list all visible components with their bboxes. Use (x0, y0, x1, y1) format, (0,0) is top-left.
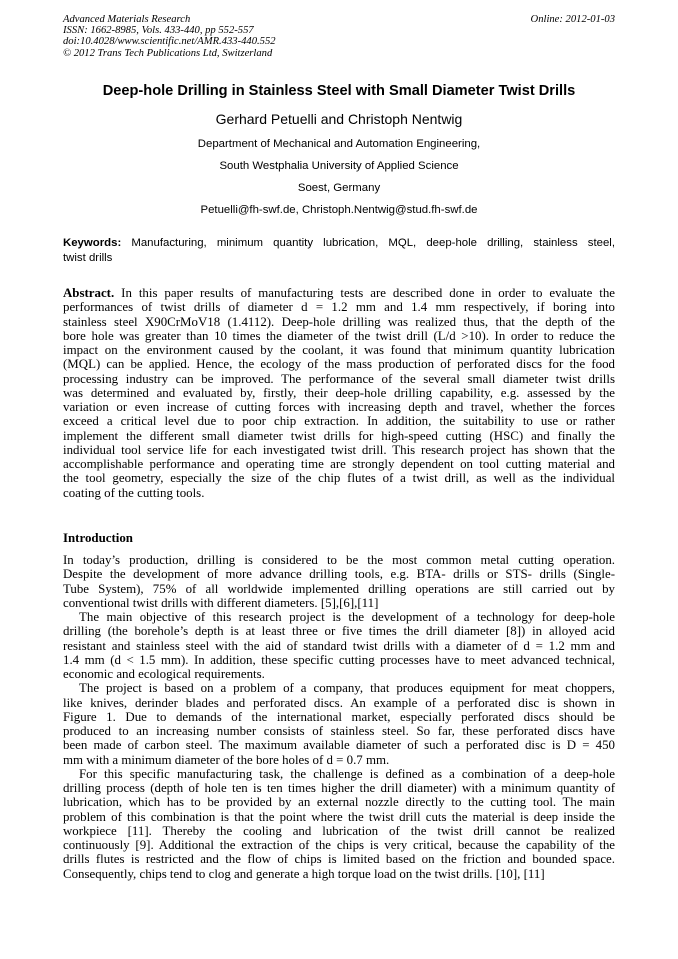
text-line: produced to an increasing number consists of stainless steel. So far, these perforated discs have (63, 724, 615, 738)
issn-line: ISSN: 1662-8985, Vols. 433-440, pp 552-557 (63, 25, 254, 37)
abstract-line: coating of the cutting tools. (63, 485, 205, 500)
section-heading-introduction: Introduction (63, 531, 133, 545)
abstract-label: Abstract. (63, 286, 115, 300)
keywords-line: twist drills (63, 251, 113, 264)
keywords-text: Manufacturing, minimum quantity lubrication, MQL, deep-hole drilling, stainless steel, (121, 237, 615, 249)
text-line: conventional twist drills with different diameters. [5],[6],[11] (63, 595, 379, 610)
copyright-line: © 2012 Trans Tech Publications Ltd, Switzerland (63, 47, 273, 59)
text-line: The project is based on a problem of a company, that produces equipment for meat choppers, (79, 681, 615, 696)
text-line: been made of carbon steel. The maximum available diameter of such a perforated disc is D = 450 (63, 738, 615, 753)
author-emails: Petuelli@fh-swf.de, Christoph.Nentwig@stud.fh-swf.de (200, 204, 478, 216)
journal-name: Advanced Materials Research (63, 14, 191, 25)
text-line: continuously [9]. Additional the extraction of the chips is very critical, because the capability of the (63, 838, 615, 852)
keywords-line (63, 236, 615, 251)
abstract (63, 286, 615, 500)
text-line: Figure 1. Due to demands of the international market, especially perforated discs should be (63, 709, 615, 724)
abstract-line: performances of twist drills of diameter d = 1.2 mm and 1.4 mm respectively, if boring into (63, 300, 615, 315)
keywords (63, 236, 615, 265)
text-line: drills flutes is restricted and the flow of chips is limited based on the friction and bounded space. (63, 852, 615, 867)
paragraph (63, 681, 615, 767)
text-line: economic and ecological requirements. (63, 667, 265, 681)
paragraph (63, 610, 615, 681)
affiliation-department: Department of Mechanical and Automation Engineering, (197, 138, 481, 150)
paragraph (63, 553, 615, 610)
text-line: mm with a minimum diameter of the bore holes of d = 0.7 mm. (63, 752, 390, 767)
affiliation-location: Soest, Germany (297, 182, 381, 194)
text-line: drilling process (depth of hole ten is ten times higher the drill diameter) with a minimum quantity of (63, 781, 615, 795)
text-line: Tube System), 75% of all worldwide implemented drilling operations are still carried out by (63, 581, 615, 596)
text-line: 1.4 mm (d < 1.5 mm). In addition, these specific cutting processes have to meet advanced technical, (63, 652, 615, 667)
abstract-line: processing industry can be improved. The performance of the several small diameter twist drills (63, 371, 615, 386)
abstract-line: accomplishable performance and operating time are strongly dependent on tool cutting material and (63, 457, 615, 471)
paper-title: Deep-hole Drilling in Stainless Steel with Small Diameter Twist Drills (102, 83, 576, 99)
text-line: Despite the development of more advance drilling tools, e.g. BTA- drills or STS- drills (Single- (63, 567, 615, 582)
doi-line: doi:10.4028/www.scientific.net/AMR.433-440.552 (63, 36, 276, 48)
affiliation-university: South Westphalia University of Applied Science (219, 160, 459, 172)
text-line: The main objective of this research project is the development of a technology for deep-hole (79, 610, 615, 624)
text-line: workpiece [11]. Thereby the cooling and lubrication of the twist drill cannot be realized (63, 823, 615, 838)
text-line: drilling (the borehole’s depth is at least three or five times the drill diameter [8]) in alloyed acid (63, 624, 615, 639)
abstract-line (63, 286, 615, 300)
abstract-line: stainless steel X90CrMoV18 (1.4112). Deep-hole drilling was realized thus, that the depth of the (63, 314, 615, 329)
paragraph (63, 767, 615, 881)
abstract-line: individual tool service life for each investigated twist drill. This research project has shown that the (63, 442, 615, 457)
abstract-line: bore hole was greater than 10 times the diameter of the twist drill (L/d >10). In order to reduce the (63, 328, 615, 343)
text-line: like knives, derinder blades and perforated discs. An example of a perforated disc is shown in (63, 695, 615, 710)
abstract-text: In this paper results of manufacturing tests are described done in order to evaluate the (114, 286, 615, 300)
text-line: lubrication, which has to be provided by an external nozzle directly to the cutting tool. The main (63, 795, 615, 810)
text-line: resistant and stainless steel with the aid of standard twist drills with a diameter of d = 1.2 mm and (63, 638, 615, 653)
text-line: For this specific manufacturing task, the challenge is defined as a combination of a deep-hole (79, 766, 615, 781)
text-line: Consequently, chips tend to clog and generate a high torque load on the twist drills. [10], [11] (63, 866, 545, 881)
abstract-line: the tool geometry, especially the size of the chip flutes of a twist drill, as well as the individual (63, 471, 615, 486)
abstract-line: was determined and evaluated by, firstly, their deep-hole drilling capability, e.g. assessed by the (63, 385, 615, 400)
text-line: In today’s production, drilling is considered to be the most common metal cutting operation. (63, 553, 615, 567)
text-line: problem of this combination is that the point where the twist drill cuts the material is deep inside the (63, 809, 615, 824)
paper-authors: Gerhard Petuelli and Christoph Nentwig (215, 111, 463, 127)
abstract-line: (MQL) can be applied. Hence, the ecology of the mass production of perforated discs for the food (63, 357, 615, 372)
abstract-line: exceed a critical level due to poor chip extraction. In addition, the suitability to use or rather (63, 414, 615, 429)
journal-header (63, 14, 615, 59)
abstract-line: impact on the environment caused by the coolant, it was found that minimum quantity lubrication (63, 343, 615, 357)
online-date: Online: 2012-01-03 (530, 14, 615, 25)
abstract-line: variation or even increase of cutting forces with increasing depth and travel, whether the forces (63, 400, 615, 414)
introduction-body (63, 553, 615, 881)
keywords-label: Keywords: (63, 237, 122, 249)
abstract-line: implement the different small diameter twist drills for high-speed cutting (HSC) and finally the (63, 428, 615, 443)
